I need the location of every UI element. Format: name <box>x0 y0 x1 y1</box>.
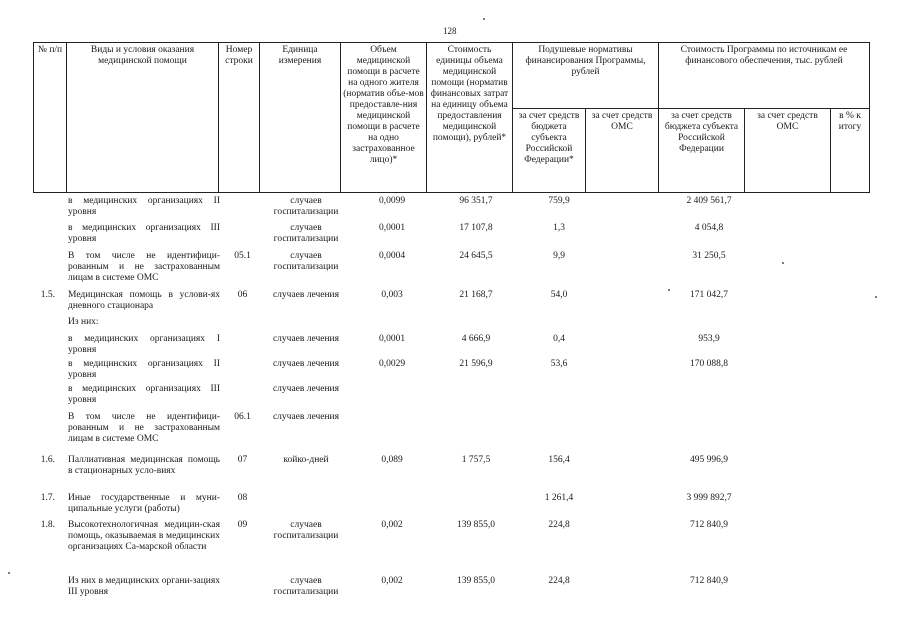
cell-unit: случаев лечения <box>272 290 340 300</box>
cell-pc: 224,8 <box>548 520 570 530</box>
cell-code: 07 <box>237 455 248 465</box>
cell-pt: 31 250,5 <box>692 251 726 261</box>
cell-code: 08 <box>237 493 248 503</box>
cell-num: 1.6. <box>40 455 55 465</box>
header-t-oms: за счет средств ОМС <box>745 109 831 193</box>
header-t-pct: в % к итогу <box>831 109 870 193</box>
header-t-budget: за счет средств бюджета субъекта Российской Федерации <box>659 109 745 193</box>
header-name: Виды и условия оказания медицинской помощи <box>67 43 219 193</box>
cell-norm: 0,0004 <box>378 251 406 261</box>
cell-pc: 224,8 <box>548 576 570 586</box>
cell-unit: случаев лечения <box>272 384 340 394</box>
cell-cost: 21 168,7 <box>459 290 493 300</box>
cell-name: в медицинских организациях II уровня <box>68 196 220 217</box>
cell-name: в медицинских организациях III уровня <box>68 384 220 405</box>
cell-norm: 0,002 <box>381 520 403 530</box>
cell-pt: 495 996,9 <box>690 455 728 465</box>
cell-pt: 2 409 561,7 <box>686 196 732 206</box>
cell-name: Медицинская помощь в услови-ях дневного стационара <box>68 290 220 311</box>
header-num: № п/п <box>34 43 67 193</box>
table-header <box>33 42 870 193</box>
header-pc-oms: за счет средств ОМС <box>586 109 659 193</box>
cell-name: Высокотехнологичная медицин-ская помощь, оказываемая в медицинских организациях Са-марской области <box>68 520 220 552</box>
cell-cost: 96 351,7 <box>459 196 493 206</box>
header-norm: Объем медицинской помощи в расчете на одного жителя (норматив объе-мов предоставле-ния медицинской помощи в расчете на одно застрахованное лицо)* <box>341 43 427 193</box>
cell-name: Паллиативная медицинская помощь в стационарных усло-виях <box>68 455 220 476</box>
cell-cost: 17 107,8 <box>459 223 493 233</box>
cell-norm: 0,0029 <box>378 359 406 369</box>
cell-cost: 4 666,9 <box>461 334 491 344</box>
cell-pc: 759,9 <box>548 196 570 206</box>
cell-unit: случаев госпитализации <box>273 223 339 244</box>
header-cost: Стоимость единицы объема медицинской помощи (норматив финансовых затрат на единицу объема предоставления медицинской помощи), рублей* <box>427 43 513 193</box>
cell-code: 06.1 <box>234 412 251 422</box>
header-percapita: Подушевые нормативы финансирования Программы, рублей <box>513 43 659 109</box>
cell-unit: случаев лечения <box>272 412 340 422</box>
cell-code: 06 <box>237 290 248 300</box>
cell-pc: 53,6 <box>550 359 568 369</box>
cell-unit: случаев лечения <box>272 334 340 344</box>
cell-num: 1.7. <box>40 493 55 503</box>
cell-norm: 0,003 <box>381 290 403 300</box>
cell-name: Из них: <box>68 317 99 327</box>
cell-norm: 0,0001 <box>378 223 406 233</box>
cell-name: Из них в медицинских органи-зациях III уровня <box>68 576 220 597</box>
cell-num: 1.8. <box>40 520 55 530</box>
header-unit: Единица измерения <box>260 43 341 193</box>
header-code: Номер строки <box>219 43 260 193</box>
cell-pc: 1,3 <box>553 223 565 233</box>
cell-code: 09 <box>237 520 248 530</box>
cell-pt: 3 999 892,7 <box>686 493 732 503</box>
cell-pt: 171 042,7 <box>690 290 728 300</box>
cell-norm: 0,0099 <box>378 196 406 206</box>
cell-code: 05.1 <box>234 251 251 261</box>
cell-cost: 139 855,0 <box>457 520 495 530</box>
cell-norm: 0,089 <box>381 455 403 465</box>
cell-num: 1.5. <box>40 290 55 300</box>
cell-unit: случаев госпитализации <box>273 196 339 217</box>
cell-name: В том числе не идентифици-рованным и не застрахованным лицам в системе ОМС <box>68 412 220 444</box>
header-pc-budget: за счет средств бюджета субъекта Российской Федерации* <box>513 109 586 193</box>
cell-pc: 1 261,4 <box>544 493 574 503</box>
cell-name: Иные государственные и муни-ципальные услуги (работы) <box>68 493 220 514</box>
cell-unit: случаев лечения <box>272 359 340 369</box>
cell-unit: случаев госпитализации <box>273 251 339 272</box>
cell-cost: 1 757,5 <box>461 455 491 465</box>
cell-name: В том числе не идентифици-рованным и не застрахованным лицам в системе ОМС <box>68 251 220 283</box>
cell-name: в медицинских организациях III уровня <box>68 223 220 244</box>
cell-norm: 0,0001 <box>378 334 406 344</box>
cell-name: в медицинских организациях II уровня <box>68 359 220 380</box>
page-number: 128 <box>443 26 457 36</box>
cell-pt: 4 054,8 <box>694 223 724 233</box>
cell-unit: случаев госпитализации <box>273 576 339 597</box>
cell-cost: 24 645,5 <box>459 251 493 261</box>
cell-pt: 170 088,8 <box>690 359 728 369</box>
cell-name: в медицинских организациях I уровня <box>68 334 220 355</box>
cell-pt: 712 840,9 <box>690 520 728 530</box>
cell-cost: 21 596,9 <box>459 359 493 369</box>
cell-cost: 139 855,0 <box>457 576 495 586</box>
cell-unit: случаев госпитализации <box>273 520 339 541</box>
cell-pc: 54,0 <box>550 290 568 300</box>
cell-norm: 0,002 <box>381 576 403 586</box>
cell-pt: 953,9 <box>698 334 720 344</box>
cell-pc: 0,4 <box>553 334 565 344</box>
cell-pt: 712 840,9 <box>690 576 728 586</box>
cell-pc: 156,4 <box>548 455 570 465</box>
header-total: Стоимость Программы по источникам ее финансового обеспечения, тыс. рублей <box>659 43 870 109</box>
cell-unit: койко-дней <box>283 455 329 465</box>
cell-pc: 9,9 <box>553 251 565 261</box>
